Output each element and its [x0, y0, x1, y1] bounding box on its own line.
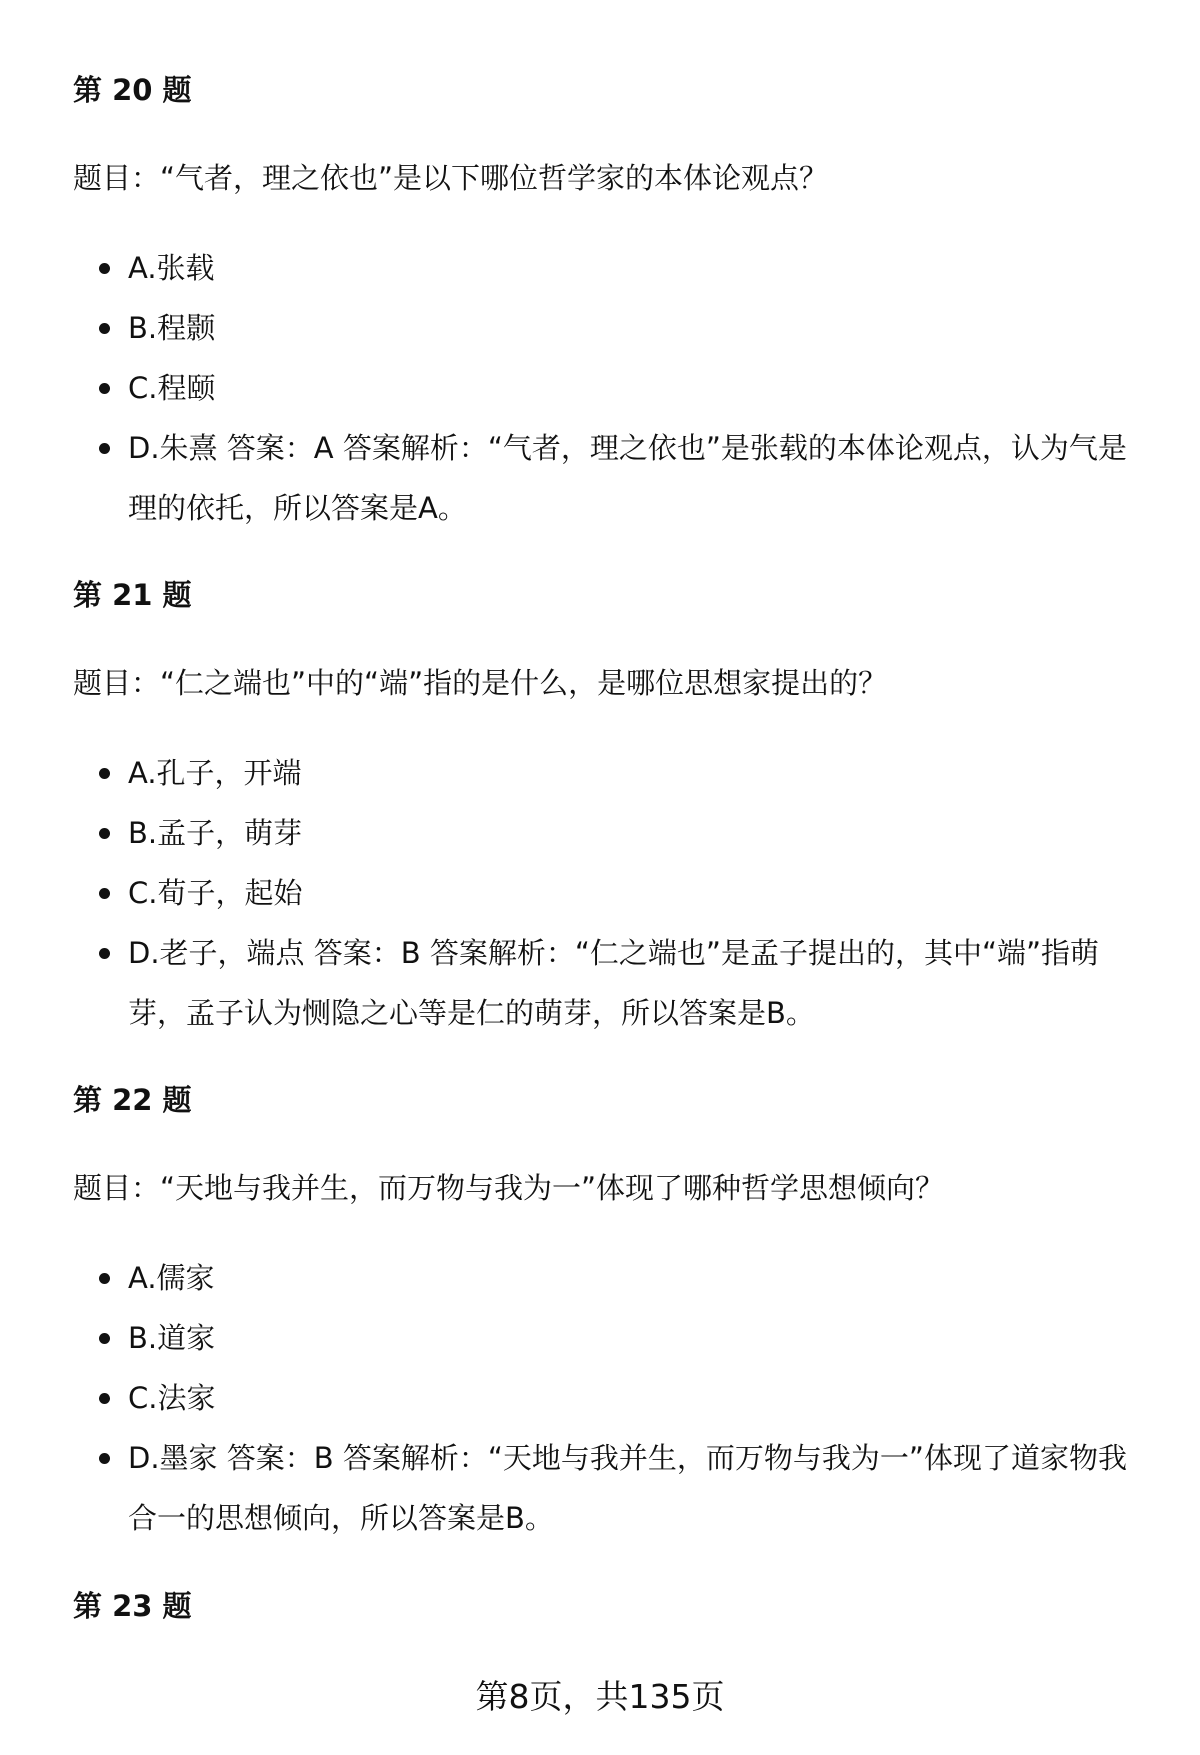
option-list: [73, 1248, 1153, 1548]
question-heading: 第 20 题: [73, 73, 192, 107]
bullet-dot: [99, 443, 110, 454]
option-label: A.张载: [128, 251, 215, 285]
option-b: [73, 803, 1153, 863]
option-a: [73, 743, 1153, 803]
bullet-dot: [99, 828, 110, 839]
question-heading: 第 22 题: [73, 1083, 192, 1117]
option-label: D.墨家: [128, 1441, 218, 1475]
question-20: [73, 70, 1153, 538]
bullet-dot: [99, 948, 110, 959]
option-label: B.孟子，萌芽: [128, 816, 303, 850]
question-text: 题目：“仁之端也”中的“端”指的是什么，是哪位思想家提出的？: [73, 666, 888, 700]
option-c: [73, 863, 1153, 923]
bullet-dot: [99, 1393, 110, 1404]
option-label: C.荀子，起始: [128, 876, 303, 910]
option-c: [73, 1368, 1153, 1428]
answer-text: 答案：B: [313, 936, 421, 970]
option-list: [73, 238, 1153, 538]
option-label: B.程颢: [128, 311, 216, 345]
question-22: [73, 1080, 1153, 1548]
question-heading: 第 23 题: [73, 1589, 192, 1623]
answer-explanation: 答案解析：“仁之端也”是孟子提出的，其中“端”指萌芽，孟子认为恻隐之心等是仁的萌芽，所以答案是B。: [128, 936, 1100, 1030]
bullet-dot: [99, 888, 110, 899]
page-number: 第8页，共135页: [475, 1677, 725, 1716]
answer-text: 答案：B: [226, 1441, 334, 1475]
option-c: [73, 358, 1153, 418]
bullet-dot: [99, 1273, 110, 1284]
answer-text: 答案：A: [226, 431, 334, 465]
bullet-dot: [99, 1453, 110, 1464]
option-a: [73, 238, 1153, 298]
bullet-dot: [99, 263, 110, 274]
question-text: 题目：“气者，理之依也”是以下哪位哲学家的本体论观点？: [73, 161, 829, 195]
bullet-dot: [99, 383, 110, 394]
bullet-dot: [99, 1333, 110, 1344]
option-list: [73, 743, 1153, 1043]
answer-explanation: 答案解析：“天地与我并生，而万物与我为一”体现了道家物我合一的思想倾向，所以答案是B。: [128, 1441, 1127, 1535]
option-label: A.儒家: [128, 1261, 215, 1295]
answer-explanation: 答案解析：“气者，理之依也”是张载的本体论观点，认为气是理的依托，所以答案是A。: [128, 431, 1127, 525]
option-d: [73, 923, 1153, 1043]
bullet-dot: [99, 323, 110, 334]
question-23: [73, 1586, 1153, 1626]
option-label: C.法家: [128, 1381, 216, 1415]
option-label: C.程颐: [128, 371, 216, 405]
option-label: A.孔子，开端: [128, 756, 302, 790]
question-21: [73, 575, 1153, 1043]
option-b: [73, 1308, 1153, 1368]
option-label: D.朱熹: [128, 431, 218, 465]
option-label: B.道家: [128, 1321, 216, 1355]
bullet-dot: [99, 768, 110, 779]
option-label: D.老子，端点: [128, 936, 305, 970]
question-text: 题目：“天地与我并生，而万物与我为一”体现了哪种哲学思想倾向？: [73, 1171, 945, 1205]
option-a: [73, 1248, 1153, 1308]
question-heading: 第 21 题: [73, 578, 192, 612]
option-d: [73, 1428, 1153, 1548]
option-d: [73, 418, 1153, 538]
option-b: [73, 298, 1153, 358]
